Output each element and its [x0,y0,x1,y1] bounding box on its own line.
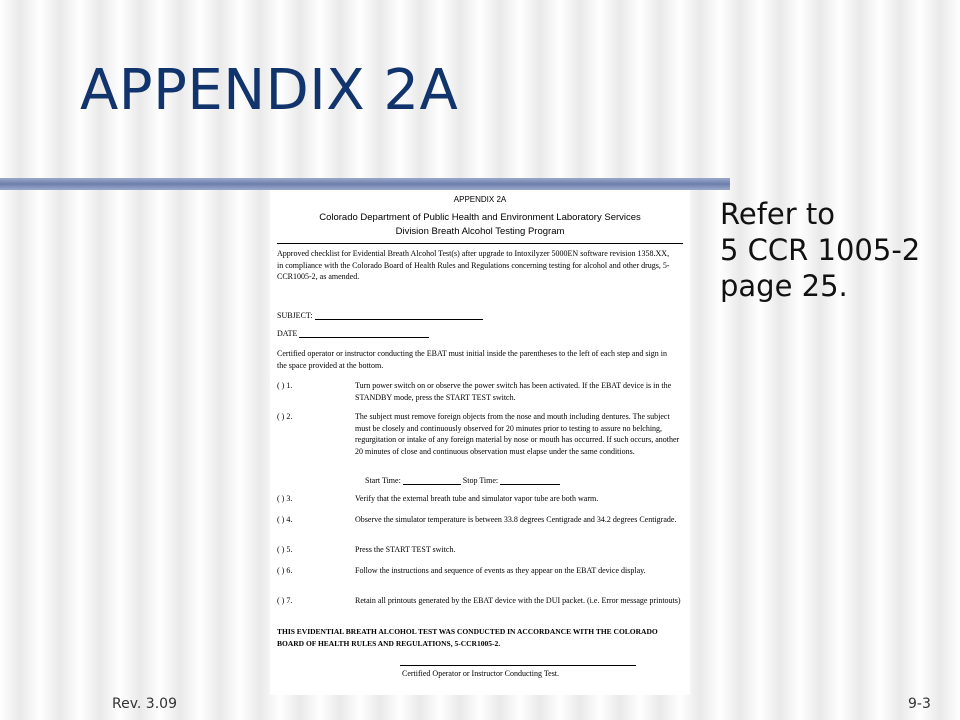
stop-time-line [500,475,560,485]
document-instructions: Certified operator or instructor conducting the EBAT must initial inside the parentheses to the left of each step and sign in the space provided at the bottom. [277,349,667,370]
step-marker: ( ) 7. [277,596,293,605]
subject-line [315,310,483,320]
step-marker: ( ) 2. [277,412,293,421]
step-text: Follow the instructions and sequence of events as they appear on the EBAT device display. [355,566,646,575]
step-text: The subject must remove foreign objects from the nose and mouth including dentures. The subject must be closely and continuously observed for 20 minutes prior to testing to assure no belching, regurgitation or intake of any foreign material by nose or mouth has occurred. If such occurs, another 20 minutes of close and continuous observation must elapse under the same conditions. [355,412,680,456]
start-time-line [403,475,461,485]
document-org-line1: Colorado Department of Public Health and Environment Laboratory Services [319,212,641,223]
observation-times [365,475,560,485]
reference-note-line: page 25. [720,269,848,303]
revision-footer: Rev. 3.09 [112,696,177,712]
reference-note [720,196,950,304]
subject-field [277,310,483,320]
page-number-footer: 9-3 [908,696,931,712]
date-label: DATE [277,329,298,338]
slide-title: APPENDIX 2A [80,58,459,123]
document-org-line2: Division Breath Alcohol Testing Program [395,226,565,237]
step-marker: ( ) 5. [277,545,293,554]
date-field [277,328,429,338]
step-text: Observe the simulator temperature is between 33.8 degrees Centigrade and 34.2 degrees Centigrade. [355,515,677,524]
step-marker: ( ) 6. [277,566,293,575]
signature-line [400,665,636,666]
start-time-label: Start Time: [365,476,401,485]
step-marker: ( ) 4. [277,515,293,524]
step-marker: ( ) 1. [277,381,293,390]
document-header-rule [277,243,683,244]
appendix-document-page [270,190,690,695]
reference-note-line: 5 CCR 1005-2 [720,233,921,267]
subject-label: SUBJECT: [277,311,313,320]
step-text: Turn power switch on or observe the power switch has been activated. If the EBAT device is in the STANDBY mode, press the START TEST switch. [355,381,672,402]
reference-note-line: Refer to [720,197,835,231]
step-text: Press the START TEST switch. [355,545,456,554]
step-text: Retain all printouts generated by the EBAT device with the DUI packet. (i.e. Error message printouts) [355,596,681,605]
date-line [299,328,429,338]
step-text: Verify that the external breath tube and simulator vapor tube are both warm. [355,494,599,503]
signature-label: Certified Operator or Instructor Conducting Test. [402,669,560,678]
document-conclusion: THIS EVIDENTIAL BREATH ALCOHOL TEST WAS CONDUCTED IN ACCORDANCE WITH THE COLORADO BOARD OF HEALTH RULES AND REGULATIONS, 5-CCR1005-2. [277,627,658,648]
step-marker: ( ) 3. [277,494,293,503]
stop-time-label: Stop Time: [462,476,499,485]
document-intro-paragraph: Approved checklist for Evidential Breath Alcohol Test(s) after upgrade to Intoxilyzer 5000EN software revision 1358.XX, in compliance with the Colorado Board of Health Rules and Regulations concerning testing for alcohol and other drugs, 5-CCR1005-2, as amended. [277,249,670,281]
title-divider [0,178,730,190]
document-heading: APPENDIX 2A [453,195,507,204]
